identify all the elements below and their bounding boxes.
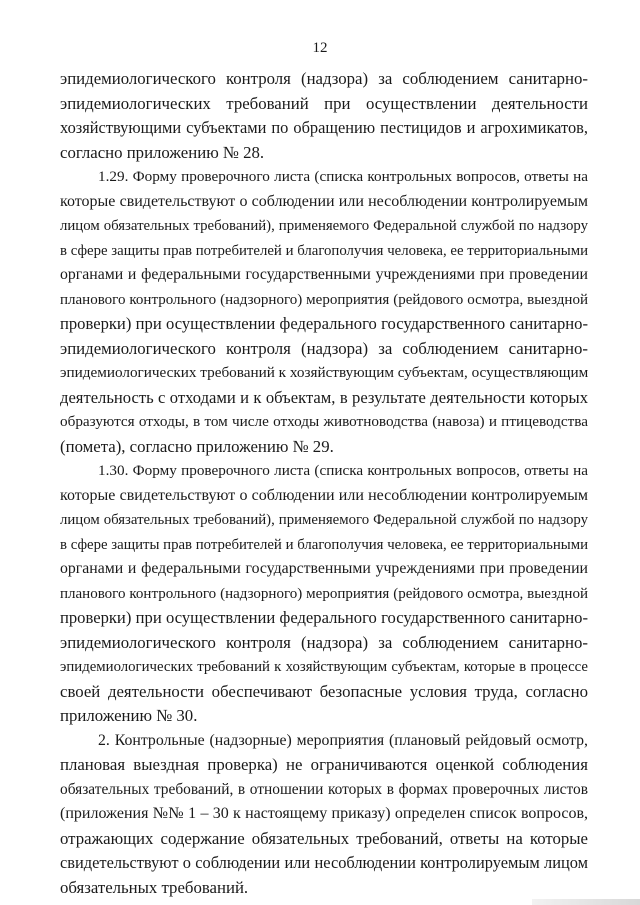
text-line: эпидемиологических требований при осуществлении деятельности	[60, 93, 588, 113]
text-line: органами и федеральными государственными учреждениями при проведении	[60, 266, 588, 283]
text-line: органами и федеральными государственными учреждениями при проведении	[60, 560, 588, 577]
text-line: отражающих содержание обязательных требований, ответы на которые	[60, 828, 588, 848]
paragraph-2	[60, 729, 588, 901]
text-line: (помета), согласно приложению № 29.	[60, 436, 334, 456]
text-line: в сфере защиты прав потребителей и благополучия человека, ее территориальными	[60, 536, 588, 553]
text-line: приложению № 30.	[60, 706, 198, 725]
text-line: эпидемиологических требований к хозяйствующим субъектам, которые в процессе	[60, 659, 588, 675]
text-line: эпидемиологического контроля (надзора) за соблюдением санитарно-	[60, 69, 588, 88]
paragraph-continuation	[60, 67, 588, 165]
text-line: планового контрольного (надзорного) мероприятия (рейдового осмотра, выездной	[60, 585, 588, 602]
document-body	[60, 67, 588, 900]
text-line: лицом обязательных требований), применяемого Федеральной службой по надзору	[60, 218, 588, 234]
text-line: которые свидетельствуют о соблюдении или несоблюдении контролируемым	[60, 486, 588, 504]
paragraph-1-29	[60, 165, 588, 459]
text-line: обязательных требований, в отношении которых в формах проверочных листов	[60, 780, 588, 798]
text-line: свидетельствуют о соблюдении или несоблюдении контролируемым лицом	[60, 853, 588, 872]
paragraph-1-30	[60, 459, 588, 729]
text-line: согласно приложению № 28.	[60, 142, 265, 162]
scan-edge-mark	[532, 899, 640, 905]
text-line: в сфере защиты прав потребителей и благополучия человека, ее территориальными	[60, 242, 588, 259]
text-line: обязательных требований.	[60, 877, 249, 897]
text-line: 2. Контрольные (надзорные) мероприятия (плановый рейдовый осмотр,	[98, 731, 588, 749]
text-line: которые свидетельствуют о соблюдении или несоблюдении контролируемым	[60, 192, 588, 210]
text-line: планового контрольного (надзорного) мероприятия (рейдового осмотра, выездной	[60, 291, 588, 308]
text-line: своей деятельности обеспечивают безопасные условия труда, согласно	[60, 681, 588, 701]
text-line: лицом обязательных требований), применяемого Федеральной службой по надзору	[60, 512, 588, 528]
page-number: 12	[312, 40, 328, 56]
text-line: эпидемиологического контроля (надзора) за соблюдением санитарно-	[60, 632, 588, 652]
text-line: 1.30. Форму проверочного листа (списка контрольных вопросов, ответы на	[98, 462, 588, 479]
text-line: хозяйствующими субъектами по обращению пестицидов и агрохимикатов,	[60, 118, 588, 137]
text-line: 1.29. Форму проверочного листа (списка контрольных вопросов, ответы на	[98, 168, 588, 185]
text-line: плановая выездная проверка) не ограничиваются оценкой соблюдения	[60, 755, 588, 774]
text-line: проверки) при осуществлении федерального государственного санитарно-	[60, 314, 588, 333]
text-line: проверки) при осуществлении федерального государственного санитарно-	[60, 608, 588, 627]
text-line: деятельность с отходами и к объектам, в результате деятельности которых	[60, 387, 588, 407]
text-line: эпидемиологического контроля (надзора) за соблюдением санитарно-	[60, 338, 588, 358]
text-line: эпидемиологических требований к хозяйствующим субъектам, осуществляющим	[60, 364, 589, 381]
text-line: (приложения №№ 1 – 30 к настоящему приказу) определен список вопросов,	[60, 805, 588, 822]
text-line: образуются отходы, в том числе отходы животноводства (навоза) и птицеводства	[60, 413, 588, 430]
